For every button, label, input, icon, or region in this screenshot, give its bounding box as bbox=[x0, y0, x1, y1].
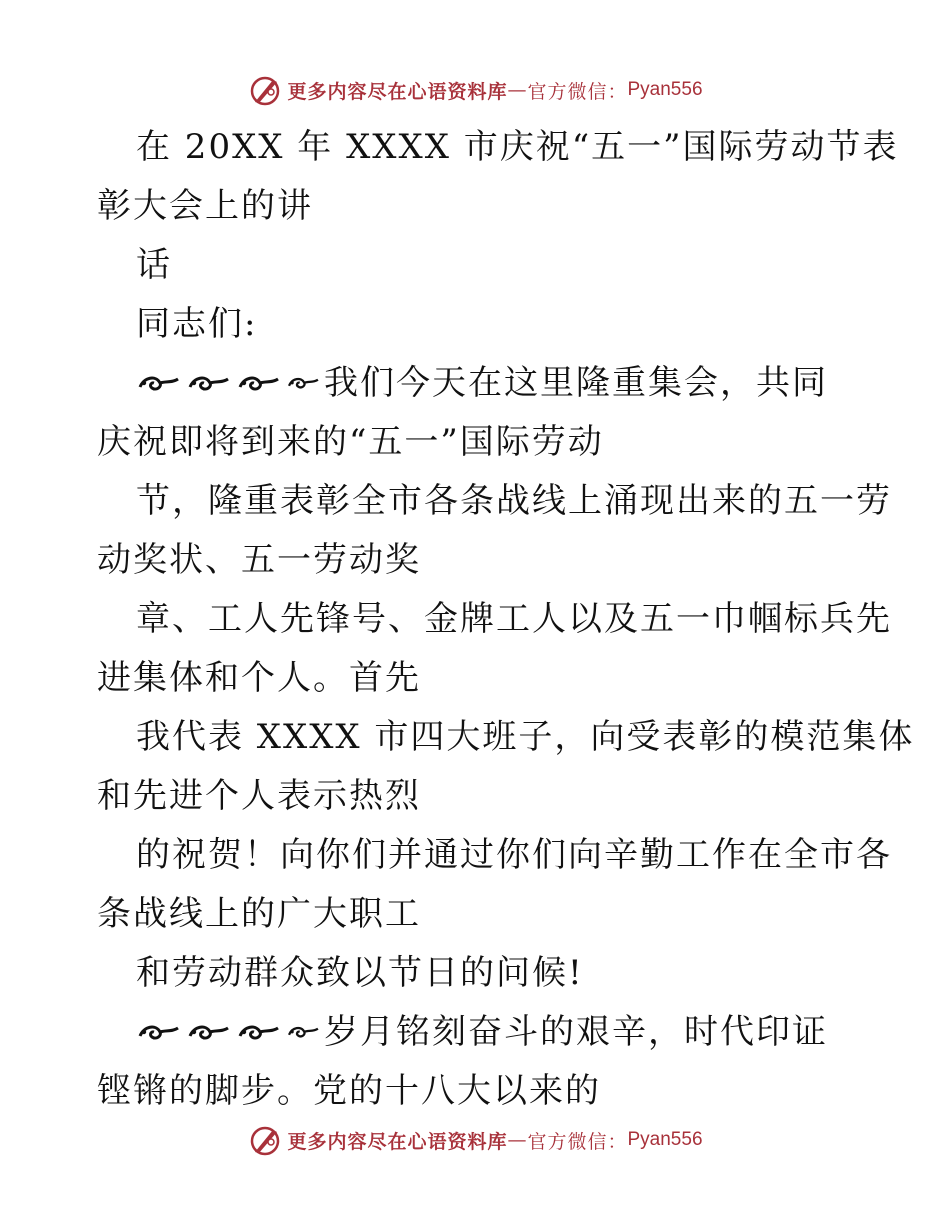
text-line: 庆祝即将到来的“五一”国际劳动 bbox=[97, 422, 604, 462]
text-line: 在 20XX 年 XXXX 市庆祝“五一”国际劳动节表 bbox=[136, 127, 899, 167]
footer-banner bbox=[0, 1120, 950, 1160]
text-line: 条战线上的广大职工 bbox=[97, 894, 421, 934]
text-line: 动奖状、五一劳动奖 bbox=[97, 540, 421, 580]
fleuron-icon bbox=[286, 367, 324, 397]
fleuron-icon bbox=[236, 1016, 286, 1046]
header-dash: — bbox=[507, 79, 528, 101]
header-wechat-label: 官方微信： bbox=[527, 80, 628, 103]
text-line: 进集体和个人。首先 bbox=[97, 658, 421, 698]
fleuron-icon bbox=[186, 1016, 236, 1046]
text-line: 的祝贺！向你们并通过你们向辛勤工作在全市各 bbox=[136, 835, 892, 875]
quill-logo-icon bbox=[247, 72, 283, 108]
footer-site-text: 更多内容尽在心语资料库 bbox=[287, 1130, 508, 1153]
text-line: 话 bbox=[136, 245, 172, 285]
fleuron-icon bbox=[136, 367, 186, 397]
paragraph-start-line bbox=[97, 1003, 857, 1062]
text-line: 铿锵的脚步。党的十八大以来的 bbox=[97, 1071, 601, 1111]
text-line: 和先进个人表示热烈 bbox=[97, 776, 421, 816]
header-banner bbox=[0, 70, 950, 110]
text-line: 岁月铭刻奋斗的艰辛，时代印证 bbox=[324, 1012, 828, 1052]
text-line: 和劳动群众致以节日的问候! bbox=[136, 953, 584, 993]
fleuron-icon bbox=[136, 1016, 186, 1046]
fleuron-icon bbox=[286, 1016, 324, 1046]
document-body bbox=[97, 118, 915, 1121]
text-line: 我们今天在这里隆重集会，共同 bbox=[324, 363, 828, 403]
text-line: 章、工人先锋号、金牌工人以及五一巾帼标兵先 bbox=[136, 599, 892, 639]
header-site-text: 更多内容尽在心语资料库 bbox=[287, 80, 508, 103]
header-wechat-id: Pyan556 bbox=[627, 79, 703, 100]
text-line: 我代表 XXXX 市四大班子，向受表彰的模范集体 bbox=[136, 717, 915, 757]
footer-wechat-label: 官方微信： bbox=[527, 1130, 628, 1153]
fleuron-icon bbox=[236, 367, 286, 397]
footer-wechat-id: Pyan556 bbox=[627, 1129, 703, 1150]
salutation: 同志们: bbox=[136, 304, 258, 344]
paragraph-start-line bbox=[97, 354, 857, 413]
text-line: 彰大会上的讲 bbox=[97, 186, 313, 226]
text-line: 节，隆重表彰全市各条战线上涌现出来的五一劳 bbox=[136, 481, 892, 521]
quill-logo-icon bbox=[247, 1122, 283, 1158]
fleuron-icon bbox=[186, 367, 236, 397]
footer-dash: — bbox=[507, 1129, 528, 1151]
